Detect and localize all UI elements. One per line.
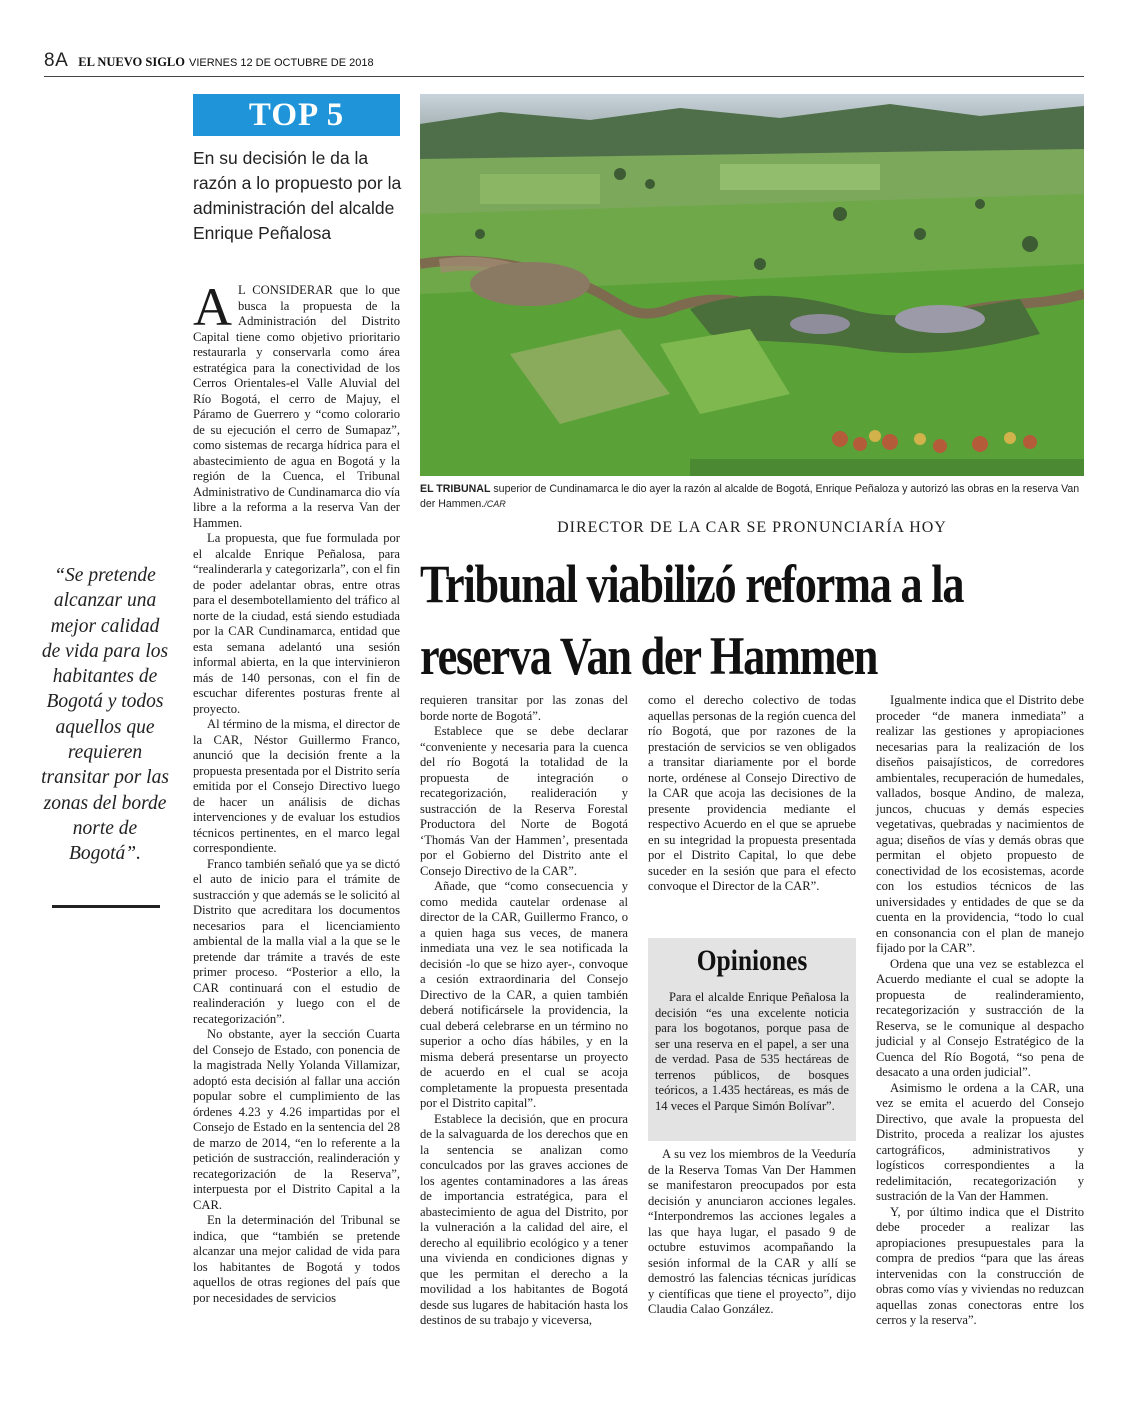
- paragraph: A L CONSIDERAR que lo que busca la propuesta de la Administración del Distrito Capital tiene como objetivo prioritario restaurarla y conservarla como área estratégica para la conectividad de los Cerros Orientales-el Valle Aluvial del Río Bogotá, el cerro de Majuy, el Páramo de Guerrero y “como colorario de su ejecución el cerro de Sumapaz”, como sistemas de recarga hídrica para el abastecimiento de agua en Bogotá y la región de la Cuenca, el Tribunal Administrativo de Cundinamarca dio vía libre a la reforma a la reserva Van der Hammen.: [193, 277, 400, 530]
- opinions-title: Opiniones: [696, 944, 808, 977]
- paragraph: En la determinación del Tribunal se indica, que “también se pretende alcanzar una mejor calidad de vida para los habitantes de Bogotá y todos aquellos de otras regiones del país que por necesidades de servicios: [193, 1213, 400, 1305]
- paragraph: Para el alcalde Enrique Peñalosa la decisión “es una excelente noticia para los bogotanos, porque pasa de ser una reserva en el papel, a ser una de verdad. Pasa de 535 hectáreas de terrenos públicos, de bosques teóricos, a 1.435 hectáreas, es más de 14 veces el Parque Simón Bolívar”.: [655, 990, 849, 1113]
- caption-text: superior de Cundinamarca le dio ayer la razón al alcalde de Bogotá, Enrique Peñaloza y autorizó las obras en la reserva Van der Hammen.: [420, 483, 1080, 510]
- headline: Tribunal viabilizó reforma a la reserva Van der Hammen: [420, 554, 964, 686]
- caption-lead: EL TRIBUNAL: [420, 483, 491, 495]
- page-number: 8A: [44, 50, 69, 71]
- photo-caption: [420, 482, 1084, 512]
- paragraph: requieren transitar por las zonas del borde norte de Bogotá”.: [420, 693, 628, 723]
- issue-date: VIERNES 12 DE OCTUBRE DE 2018: [188, 57, 374, 69]
- paragraph: Y, por último indica que el Distrito debe proceder a realizar las apropiaciones presupuestales para la compra de predios “para que las áreas intervenidas con la construcción de obras como vías y viviendas no reduzcan aquellas zonas conectoras entre los cerros y la reserva”.: [876, 1204, 1084, 1327]
- kicker: DIRECTOR DE LA CAR SE PRONUNCIARÍA HOY: [557, 519, 947, 536]
- opinions-text: [655, 990, 849, 1114]
- paragraph: Establece que se debe declarar “conveniente y necesaria para la cuenca del río Bogotá la totalidad de la propuesta de integración o recategorización, realideración y sustracción de la Reserva Forestal Productora del Norte de Bogotá ‘Thomás Van der Hammen’, presentada por el Gobierno del Distrito ante el Consejo Directivo de la CAR”.: [420, 724, 628, 878]
- article-column-4: [876, 693, 1084, 1329]
- paragraph: Igualmente indica que el Distrito debe proceder “de manera inmediata” a realizar las gestiones y apropiaciones necesarias para la realización de los diseños paisajísticos, de corredores ambientales, recuperación de humedales, vallados, bosque Andino, de maleza, juncos, chucuas y demás especies vegetativas, quebradas y nacimientos de agua; diseños de vías y demás obras que permitan el objeto propuesto de conectividad de los ecosistemas, acorde con los estudios técnicos de las universidades y entidades de que se da cuenta en la providencia, “todo lo cual en consonancia con el plan de manejo fijado por la CAR”.: [876, 693, 1084, 955]
- top5-description: En su decisión le da la razón a lo propuesto por la administración del alcalde Enrique Peñalosa: [193, 148, 402, 243]
- opinions-continued: [648, 1147, 856, 1318]
- paragraph: Establece la decisión, que en procura de la salvaguarda de los derechos que en la sentencia se analizan como conculcados por las graves acciones de los agentes contaminadores a las áreas de importancia estratégica, para el abastecimiento de agua del Distrito, por la vulneración a la calidad del aire, el derecho al equilibrio ecológico y a tener una vivienda en condiciones dignas y que les permitan el derecho a la movilidad a los habitantes de Bogotá desde sus lugares de habitación hasta los destinos de su trabajo y viceversa,: [420, 1111, 628, 1327]
- article-column-2: [420, 693, 628, 1329]
- pull-quote: “Se pretende alcanzar una mejor calidad de vida para los habitantes de Bogotá y todos aquellos que requieren transitar por las zonas del borde norte de Bogotá”.: [41, 565, 169, 865]
- newspaper-name: EL NUEVO SIGLO: [78, 55, 185, 69]
- paragraph: Añade, que “como consecuencia y como medida cautelar ordenase al director de la CAR, Guillermo Franco, o a quien haga sus veces, de manera inmediata una vez le sea notificada la decisión -lo que se hizo ayer-, convoque a cesión extraordinaria del Consejo Directivo de la CAR, a quien también deberá notificársele la providencia, la cual deberá celebrarse en un término no superior a ocho días hábiles, y en la misma deberá presentarse un proyecto de acuerdo en el cual se acoja completamente la propuesta presentada por el Distrito capital”.: [420, 879, 628, 1110]
- top5-badge: TOP 5: [193, 94, 400, 136]
- paragraph: Al término de la misma, el director de la CAR, Néstor Guillermo Franco, anunció que la decisión frente a la propuesta presentada por el Distrito sería emitida por el Consejo Directivo luego de hacer un análisis de dichas intervenciones y de evaluar los estudios técnicos pertinentes, en el marco legal correspondiente.: [193, 717, 400, 855]
- photo-credit: /CAR: [484, 499, 506, 509]
- paragraph: Asimismo le ordena a la CAR, una vez se emita el acuerdo del Consejo Directivo, que avale la propuesta del Distrito, proceda a realizar los ajustes cartográficos, administrativos y logísticos correspondientes a la redelimitación, recategorización y sustración de la Van der Hammen.: [876, 1080, 1084, 1203]
- paragraph: como el derecho colectivo de todas aquellas personas de la región cuenca del río Bogotá, que por razones de la prestación de servicios se ven obligados a transitar diariamente por el borde norte, ordénese al Consejo Directivo de la CAR que acoja las decisiones de la presente providencia mediante el respectivo Acuerdo en el que se apruebe en su integridad la propuesta presentada por el Distrito Capital, lo que debe suceder en la sesión que para el efecto convoque el Director de la CAR”.: [648, 693, 856, 893]
- drop-cap: A: [193, 277, 232, 337]
- article-column-3: [648, 693, 856, 895]
- pull-quote-rule: [52, 905, 160, 908]
- paragraph: La propuesta, que fue formulada por el alcalde Enrique Peñalosa, para “realinderarla y categorizarla”, con el fin de poder adelantar obras, entre otras para el desembotellamiento del tráfico al norte de la ciudad, está siendo estudiada por la CAR Cundinamarca, entidad que esta semana adelantó una sesión informal abierta, en la que intervinieron más de 140 personas, con el fin de escuchar diferentes posturas frente al proyecto.: [193, 531, 400, 716]
- top-rule: [44, 76, 1084, 77]
- article-column-1: [193, 277, 400, 1306]
- paragraph: Ordena que una vez se establezca el Acuerdo mediante el cual se adopte la propuesta de realinderamiento, recategorización y sustracción de la Reserva, se le comunique al despacho judicial y al Consejo Estratégico de la Cuenca del Río Bogotá, “so pena de desacato a una orden judicial”.: [876, 956, 1084, 1079]
- paragraph: No obstante, ayer la sección Cuarta del Consejo de Estado, con ponencia de la magistrada Nelly Yolanda Villamizar, adoptó esta decisión al fallar una acción popular sobre el cumplimiento de las órdenes 4.23 y 4.26 impartidas por el Consejo de Estado en la sentencia del 28 de marzo de 2014, “en lo referente a la petición de sustracción, realinderación y recategorización de la Reserva”, interpuesta por el Distrito Capital a la CAR.: [193, 1027, 400, 1212]
- paragraph: Franco también señaló que ya se dictó el auto de inicio para el trámite de sustracción y que además se le solicitó al Distrito que acreditara los documentos necesarios para el licenciamiento ambiental de la malla vial a la que se le pretende dar trámite a través de este primer proceso. “Posterior a ello, la CAR continuará con el estudio de realinderación y luego con el de recategorización”.: [193, 856, 400, 1026]
- folio: [44, 50, 374, 72]
- paragraph: A su vez los miembros de la Veeduría de la Reserva Tomas Van Der Hammen se manifestaron preocupados por esta decisión y anunciaron acciones legales. “Interpondremos las acciones legales a las que haya lugar, el pasado 9 de octubre estuvimos acompañando la sesión informal de la CAR y allí se demostró las falencias técnicas jurídicas y científicas que tiene el proyecto”, dijo Claudia Calao González.: [648, 1147, 856, 1316]
- aerial-photo: [420, 94, 1084, 476]
- landscape-image: [420, 94, 1084, 476]
